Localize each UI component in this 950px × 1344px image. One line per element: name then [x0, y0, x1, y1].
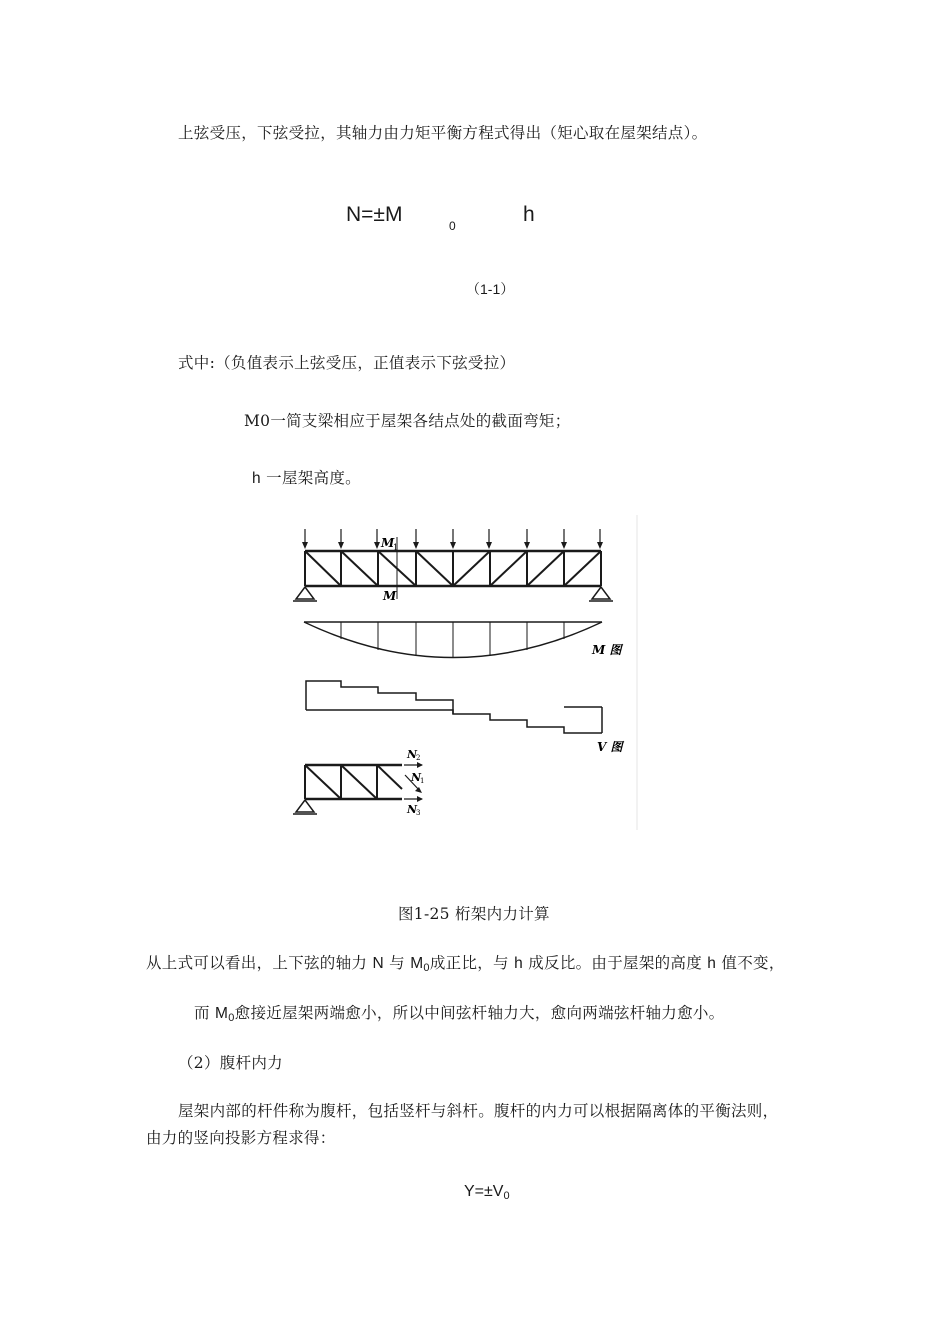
- para1-text-e: 成正比，与: [429, 954, 515, 972]
- moment-diagram: [304, 622, 602, 658]
- para1-var-h: h: [514, 955, 523, 972]
- para1-var-m-sub: 0: [423, 962, 430, 974]
- para1-text-g: 成反比。由于屋架的高度: [523, 954, 708, 972]
- label-n2-sub: 2: [416, 754, 421, 762]
- para2-var-m-sub: 0: [228, 1012, 235, 1024]
- label-m-bottom: M: [383, 589, 397, 603]
- equation-number: （1-1）: [466, 281, 515, 297]
- formula-2: [464, 1183, 510, 1202]
- label-m-top: M: [381, 536, 395, 550]
- paragraph-2: [194, 1001, 724, 1024]
- paragraph-3-line-1: 屋架内部的杆件称为腹杆，包括竖杆与斜杆。腹杆的内力可以根据隔离体的平衡法则，: [178, 1102, 779, 1120]
- formula-lhs: N=±M: [346, 203, 403, 226]
- definition-m0: M0一简支梁相应于屋架各结点处的截面弯矩；: [244, 412, 571, 430]
- paragraph-3-line-2: 由力的竖向投影方程求得：: [146, 1129, 336, 1147]
- free-body: [293, 765, 425, 814]
- para1-var-m: M: [410, 955, 424, 972]
- label-v-diagram: V 图: [597, 740, 623, 754]
- intro-text: 上弦受压，下弦受拉，其轴力由力矩平衡方程式得出（矩心取在屋架结点）。: [178, 124, 708, 142]
- para2-var-m: M: [215, 1005, 229, 1022]
- formula-2-sub: 0: [503, 1190, 510, 1202]
- para1-text-a: 从上式可以看出，上下弦的轴力: [146, 954, 373, 972]
- para1-text-i: 值不变，: [716, 954, 785, 972]
- definition-h-variable: h: [252, 470, 261, 487]
- formula-rhs: h: [523, 203, 535, 226]
- label-n3-sub: 3: [416, 809, 421, 817]
- label-n1-sub: 1: [420, 777, 425, 785]
- supports: [293, 587, 613, 601]
- para1-var-n: N: [372, 955, 384, 972]
- definition-h: [252, 466, 361, 488]
- para1-var-h2: h: [707, 955, 717, 972]
- formula-subscript: 0: [449, 219, 456, 233]
- truss-figure: [285, 515, 650, 830]
- where-line: 式中:（负值表示上弦受压，正值表示下弦受拉）: [178, 354, 516, 372]
- label-n2: N: [407, 748, 418, 761]
- definition-h-text: 一屋架高度。: [260, 469, 361, 487]
- label-n1: N: [411, 771, 422, 784]
- para2-text-c: 愈接近屋架两端愈小，所以中间弦杆轴力大，愈向两端弦杆轴力愈小。: [234, 1004, 725, 1022]
- formula-2-lhs: Y=±V: [464, 1183, 504, 1200]
- label-m-diagram: M 图: [592, 643, 622, 657]
- label-n3: N: [407, 803, 418, 816]
- section-heading-2: （2）腹杆内力: [178, 1054, 283, 1072]
- para2-text-a: 而: [194, 1004, 216, 1022]
- label-m-top-sub: 1: [393, 543, 399, 552]
- paragraph-1: [146, 951, 785, 974]
- figure-caption: 图1-25 桁架内力计算: [398, 905, 550, 923]
- para1-text-c: 与: [383, 954, 411, 972]
- shear-diagram: [306, 681, 602, 733]
